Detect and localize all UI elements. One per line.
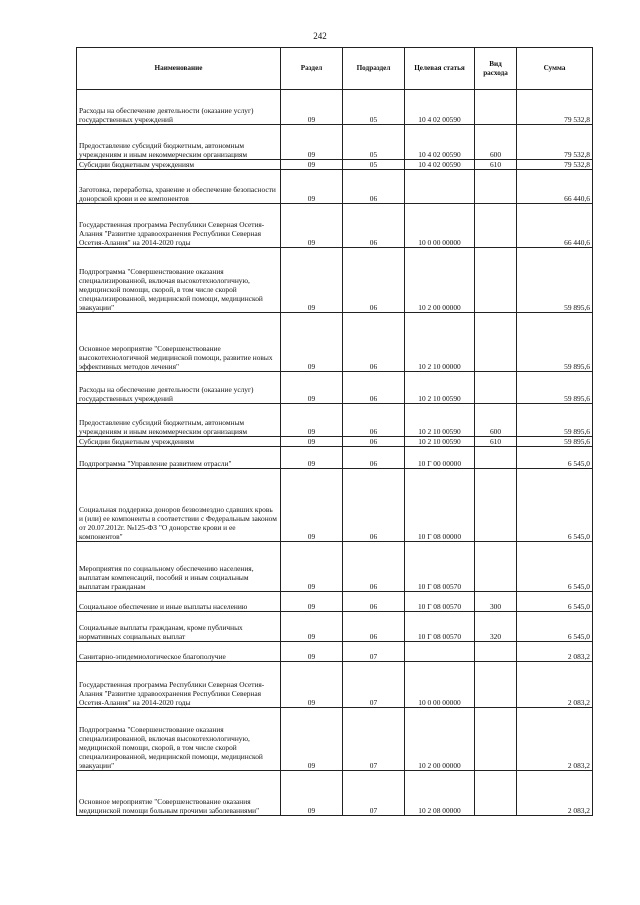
table-row xyxy=(77,313,593,372)
row-expense-type xyxy=(475,447,517,469)
row-subsection: 06 xyxy=(343,404,405,437)
row-expense-type: 320 xyxy=(475,612,517,642)
row-section: 09 xyxy=(281,592,343,612)
row-amount: 59 895,6 xyxy=(517,248,593,313)
row-amount: 79 532,8 xyxy=(517,125,593,160)
row-subsection: 06 xyxy=(343,542,405,592)
table-header-row xyxy=(77,48,593,90)
row-subsection: 06 xyxy=(343,170,405,204)
row-amount: 79 532,8 xyxy=(517,90,593,125)
row-amount: 2 083,2 xyxy=(517,708,593,771)
row-amount: 59 895,6 xyxy=(517,313,593,372)
row-subsection: 07 xyxy=(343,708,405,771)
row-amount: 2 083,2 xyxy=(517,771,593,816)
row-amount: 6 545,0 xyxy=(517,592,593,612)
row-amount: 59 895,6 xyxy=(517,404,593,437)
row-target: 10 Г 08 00570 xyxy=(405,592,475,612)
row-expense-type xyxy=(475,313,517,372)
row-target: 10 2 00 00000 xyxy=(405,248,475,313)
row-name: Государственная программа Республики Северная Осетия-Алания "Развитие здравоохранения Республики Северная Осетия-Алания" на 2014-2020 годы xyxy=(77,662,281,708)
row-name: Субсидии бюджетным учреждениям xyxy=(77,437,281,447)
budget-table xyxy=(76,47,593,816)
row-subsection: 05 xyxy=(343,125,405,160)
row-name: Основное мероприятие "Совершенствование высокотехнологичной медицинской помощи, развитие новых эффективных методов лечения" xyxy=(77,313,281,372)
row-expense-type: 600 xyxy=(475,125,517,160)
row-amount: 2 083,2 xyxy=(517,642,593,662)
row-name: Государственная программа Республики Северная Осетия-Алания "Развитие здравоохранения Республики Северная Осетия-Алания" на 2014-2020 годы xyxy=(77,204,281,248)
table-row xyxy=(77,542,593,592)
row-expense-type: 610 xyxy=(475,160,517,170)
row-expense-type xyxy=(475,469,517,542)
row-expense-type xyxy=(475,642,517,662)
table-row xyxy=(77,447,593,469)
row-amount: 66 440,6 xyxy=(517,204,593,248)
row-target xyxy=(405,642,475,662)
row-amount: 79 532,8 xyxy=(517,160,593,170)
row-section: 09 xyxy=(281,662,343,708)
table-row xyxy=(77,642,593,662)
header-amount: Сумма xyxy=(517,48,593,90)
table-row xyxy=(77,170,593,204)
row-section: 09 xyxy=(281,542,343,592)
table-row xyxy=(77,592,593,612)
row-subsection: 06 xyxy=(343,447,405,469)
row-target: 10 2 08 00000 xyxy=(405,771,475,816)
table-row xyxy=(77,612,593,642)
row-subsection: 06 xyxy=(343,313,405,372)
table-row xyxy=(77,771,593,816)
row-section: 09 xyxy=(281,125,343,160)
row-expense-type xyxy=(475,662,517,708)
row-target: 10 2 10 00590 xyxy=(405,404,475,437)
row-target: 10 4 02 00590 xyxy=(405,125,475,160)
row-expense-type xyxy=(475,90,517,125)
row-section: 09 xyxy=(281,160,343,170)
row-target: 10 2 00 00000 xyxy=(405,708,475,771)
row-section: 09 xyxy=(281,642,343,662)
row-section: 09 xyxy=(281,708,343,771)
row-target: 10 0 00 00000 xyxy=(405,662,475,708)
row-subsection: 06 xyxy=(343,204,405,248)
row-section: 09 xyxy=(281,248,343,313)
table-row xyxy=(77,708,593,771)
row-name: Подпрограмма "Совершенствование оказания специализированной, включая высокотехнологичную, медицинской помощи, скорой, в том числе скорой специализированной, медицинской помощи, медицинской эвакуации" xyxy=(77,708,281,771)
row-subsection: 06 xyxy=(343,592,405,612)
row-name: Расходы на обеспечение деятельности (оказание услуг) государственных учреждений xyxy=(77,90,281,125)
table-row xyxy=(77,90,593,125)
row-name: Мероприятия по социальному обеспечению населения, выплатам компенсаций, пособий и иным социальным выплатам гражданам xyxy=(77,542,281,592)
row-name: Социальная поддержка доноров безвозмездно сдавших кровь и (или) ее компоненты в соответствии с Федеральным законом от 20.07.2012г. №125-ФЗ "О донорстве крови и ее компонентов" xyxy=(77,469,281,542)
row-target: 10 Г 08 00570 xyxy=(405,542,475,592)
row-subsection: 05 xyxy=(343,90,405,125)
row-target xyxy=(405,170,475,204)
row-expense-type: 600 xyxy=(475,404,517,437)
row-amount: 66 440,6 xyxy=(517,170,593,204)
row-target: 10 0 00 00000 xyxy=(405,204,475,248)
row-subsection: 06 xyxy=(343,612,405,642)
row-subsection: 06 xyxy=(343,372,405,404)
row-subsection: 07 xyxy=(343,771,405,816)
row-name: Основное мероприятие "Совершенствование оказания медицинской помощи больным прочими заболеваниями" xyxy=(77,771,281,816)
header-expense-type: Вид расхода xyxy=(475,48,517,90)
row-expense-type xyxy=(475,708,517,771)
row-amount: 59 895,6 xyxy=(517,437,593,447)
row-target: 10 4 02 00590 xyxy=(405,90,475,125)
row-subsection: 06 xyxy=(343,248,405,313)
row-name: Предоставление субсидий бюджетным, автономным учреждениям и иным некоммерческим организациям xyxy=(77,404,281,437)
row-section: 09 xyxy=(281,90,343,125)
row-section: 09 xyxy=(281,771,343,816)
row-name: Предоставление субсидий бюджетным, автономным учреждениям и иным некоммерческим организациям xyxy=(77,125,281,160)
header-subsection: Подраздел xyxy=(343,48,405,90)
row-expense-type xyxy=(475,372,517,404)
row-subsection: 06 xyxy=(343,437,405,447)
table-row xyxy=(77,662,593,708)
row-target: 10 2 10 00590 xyxy=(405,372,475,404)
table-body xyxy=(77,90,593,816)
row-amount: 59 895,6 xyxy=(517,372,593,404)
header-section: Раздел xyxy=(281,48,343,90)
row-section: 09 xyxy=(281,204,343,248)
row-name: Подпрограмма "Управление развитием отрасли" xyxy=(77,447,281,469)
row-section: 09 xyxy=(281,612,343,642)
table-row xyxy=(77,248,593,313)
row-expense-type xyxy=(475,248,517,313)
row-subsection: 07 xyxy=(343,662,405,708)
row-name: Расходы на обеспечение деятельности (оказание услуг) государственных учреждений xyxy=(77,372,281,404)
row-expense-type xyxy=(475,170,517,204)
table-row xyxy=(77,437,593,447)
row-section: 09 xyxy=(281,372,343,404)
row-expense-type xyxy=(475,542,517,592)
row-subsection: 05 xyxy=(343,160,405,170)
row-amount: 2 083,2 xyxy=(517,662,593,708)
table-row xyxy=(77,372,593,404)
row-section: 09 xyxy=(281,404,343,437)
row-name: Подпрограмма "Совершенствование оказания специализированной, включая высокотехнологичную, медицинской помощи, скорой, в том числе скорой специализированной, медицинской помощи, медицинской эвакуации" xyxy=(77,248,281,313)
table-row xyxy=(77,404,593,437)
table-row xyxy=(77,160,593,170)
row-expense-type: 610 xyxy=(475,437,517,447)
row-subsection: 07 xyxy=(343,642,405,662)
row-expense-type: 300 xyxy=(475,592,517,612)
table-row xyxy=(77,125,593,160)
row-section: 09 xyxy=(281,437,343,447)
row-target: 10 Г 08 00000 xyxy=(405,469,475,542)
row-target: 10 2 10 00000 xyxy=(405,313,475,372)
row-section: 09 xyxy=(281,313,343,372)
header-target: Целевая статья xyxy=(405,48,475,90)
row-amount: 6 545,0 xyxy=(517,447,593,469)
table-row xyxy=(77,469,593,542)
row-name: Социальное обеспечение и иные выплаты населению xyxy=(77,592,281,612)
row-expense-type xyxy=(475,771,517,816)
row-target: 10 Г 08 00570 xyxy=(405,612,475,642)
row-amount: 6 545,0 xyxy=(517,469,593,542)
header-name: Наименование xyxy=(77,48,281,90)
row-name: Социальные выплаты гражданам, кроме публичных нормативных социальных выплат xyxy=(77,612,281,642)
row-subsection: 06 xyxy=(343,469,405,542)
row-target: 10 4 02 00590 xyxy=(405,160,475,170)
page-number: 242 xyxy=(313,31,327,41)
row-target: 10 Г 00 00000 xyxy=(405,447,475,469)
row-name: Заготовка, переработка, хранение и обеспечение безопасности донорской крови и ее компонентов xyxy=(77,170,281,204)
row-amount: 6 545,0 xyxy=(517,542,593,592)
table-row xyxy=(77,204,593,248)
row-expense-type xyxy=(475,204,517,248)
row-section: 09 xyxy=(281,447,343,469)
row-section: 09 xyxy=(281,469,343,542)
row-section: 09 xyxy=(281,170,343,204)
row-amount: 6 545,0 xyxy=(517,612,593,642)
row-name: Субсидии бюджетным учреждениям xyxy=(77,160,281,170)
row-name: Санитарно-эпидемиологическое благополучие xyxy=(77,642,281,662)
row-target: 10 2 10 00590 xyxy=(405,437,475,447)
